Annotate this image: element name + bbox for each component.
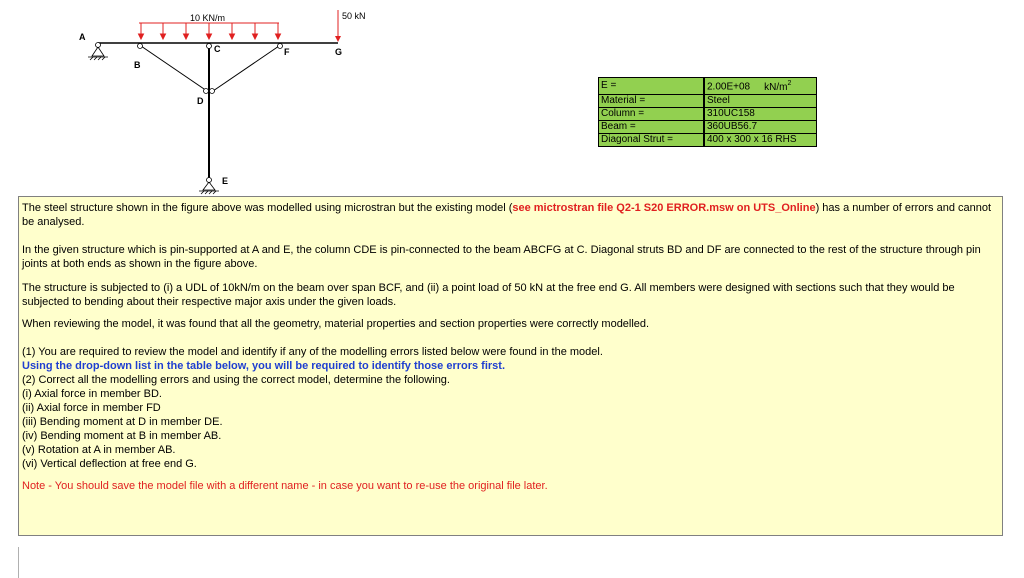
node-label-c: C [214, 44, 221, 54]
udl-load [139, 23, 281, 39]
task-2: (2) Correct all the modelling errors and using the correct model, determine the following. [22, 374, 450, 386]
property-row [599, 78, 817, 95]
udl-arrow [207, 23, 212, 39]
node-label-e: E [222, 176, 229, 186]
task-item: (iv) Bending moment at B in member AB. [22, 430, 222, 442]
udl-arrow [253, 23, 258, 39]
save-note: Note - You should save the model file with a different name - in case you want to re-use the original file later. [22, 480, 548, 492]
problem-description [18, 196, 1003, 536]
intro-paragraph: The steel structure shown in the figure above was modelled using microstran but the existing model (see mictrostran file Q2-1 S20 ERROR.msw on UTS_Online) has a number of errors and cannot be analysed. [22, 202, 992, 228]
task-item: (iii) Bending moment at D in member DE. [22, 416, 223, 428]
property-key: Column = [599, 108, 704, 121]
property-value-cell [705, 134, 817, 147]
strut-bd [141, 46, 207, 91]
strut-df [213, 46, 279, 91]
task-1: (1) You are required to review the model and identify if any of the modelling errors listed below were found in the model. [22, 346, 603, 358]
pin-f [278, 44, 283, 49]
pin-support-e [199, 178, 219, 195]
property-key: Diagonal Strut = [599, 134, 704, 147]
node-label-d: D [197, 96, 204, 106]
structure-figure [0, 0, 1024, 200]
section-properties-table [598, 77, 817, 147]
property-unit: kN/m [764, 81, 788, 93]
structure-paragraph: In the given structure which is pin-supported at A and E, the column CDE is pin-connected to the beam ABCFG at C. Diagonal struts BD and DF are connected to the rest of the structure through pin joints at both ends as shown in the figure above. [22, 244, 981, 270]
node-label-g: G [335, 47, 343, 57]
pin-d-right [210, 89, 215, 94]
property-value: Steel [707, 95, 730, 106]
property-row [599, 134, 817, 147]
property-value-cell [705, 108, 817, 121]
task-item: (i) Axial force in member BD. [22, 388, 162, 400]
loading-paragraph: The structure is subjected to (i) a UDL of 10kN/m on the beam over span BCF, and (ii) a point load of 50 kN at the free end G. All members were designed with sections such that they would be subjected to bending about their respective major axis under the given loads. [22, 282, 955, 308]
task-item: (ii) Axial force in member FD [22, 402, 161, 414]
property-value-cell [705, 95, 817, 108]
property-value: 2.00E+08 [707, 81, 751, 93]
model-file-reference: see mictrostran file Q2-1 S20 ERROR.msw on UTS_Online [512, 202, 816, 214]
udl-arrow [161, 23, 166, 39]
review-paragraph: When reviewing the model, it was found that all the geometry, material properties and section properties were correctly modelled. [22, 318, 650, 330]
node-label-b: B [134, 60, 141, 70]
pin-d-left [204, 89, 209, 94]
task-item: (v) Rotation at A in member AB. [22, 444, 176, 456]
node-label-f: F [284, 47, 290, 57]
property-key: Beam = [599, 121, 704, 134]
udl-arrow [230, 23, 235, 39]
task-item-list [22, 387, 999, 471]
property-row [599, 95, 817, 108]
frame-edge [18, 547, 19, 578]
property-value-cell [705, 121, 817, 134]
point-load-arrow [335, 10, 341, 42]
node-label-a: A [79, 32, 86, 42]
property-value: 310UC158 [707, 108, 755, 119]
udl-label: 10 KN/m [190, 13, 226, 23]
udl-arrow [276, 23, 281, 39]
pin-c [207, 44, 212, 49]
udl-arrow [184, 23, 189, 39]
property-value: 400 x 300 x 16 RHS [707, 134, 797, 145]
property-row [599, 121, 817, 134]
pin-support-a [88, 43, 108, 61]
udl-arrow [139, 23, 144, 39]
property-value: 360UB56.7 [707, 121, 758, 132]
task-item: (vi) Vertical deflection at free end G. [22, 458, 197, 470]
point-load-label: 50 kN [342, 11, 366, 21]
property-row [599, 108, 817, 121]
property-value-cell [705, 78, 817, 95]
property-key: E = [599, 78, 704, 95]
pin-b [138, 44, 143, 49]
property-unit-exponent: 2 [787, 80, 792, 88]
task-1-instruction: Using the drop-down list in the table below, you will be required to identify those errors first. [22, 360, 506, 372]
property-key: Material = [599, 95, 704, 108]
